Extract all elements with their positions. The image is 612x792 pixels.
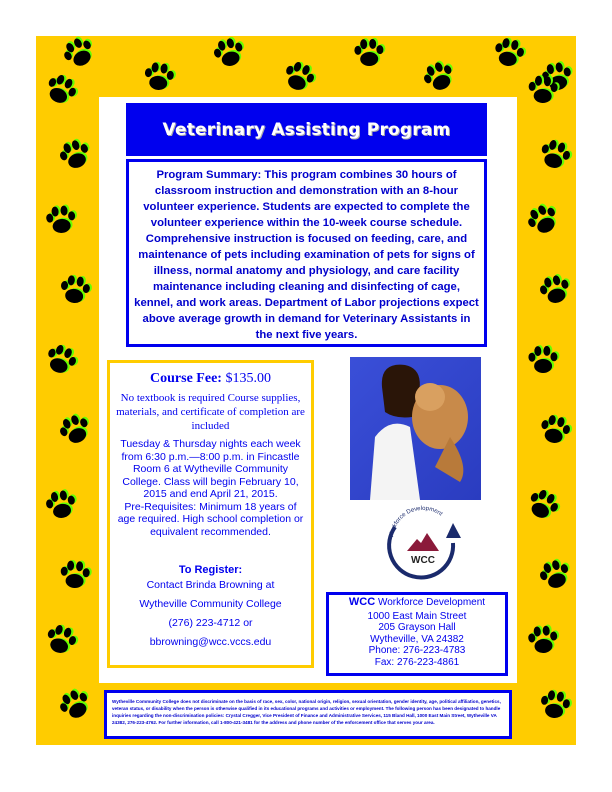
paw-print-icon	[44, 75, 78, 105]
fax: Fax: 276-223-4861	[374, 656, 460, 668]
paw-print-icon	[538, 415, 572, 445]
fee-label: Course Fee:	[150, 371, 222, 386]
course-fee	[116, 371, 305, 387]
paw-print-icon	[422, 62, 456, 92]
paw-print-icon	[492, 38, 526, 68]
paw-print-icon	[212, 38, 246, 68]
logo-arc-text: Workforce Development	[388, 505, 444, 539]
register-phone[interactable]: (276) 223-4712 or	[168, 617, 253, 629]
paw-print-icon	[44, 625, 78, 655]
paw-print-icon	[282, 62, 316, 92]
paw-print-icon	[526, 205, 560, 235]
program-summary: Program Summary: This program combines 30 hours of classroom instruction and demonstration with an 8-hour volunteer experience. Students are expected to complete the volunteer experience within the 10-week course schedule. Comprehensive instruction is focused on feeding, care, and maintenance of pets including examination of pets for signs of illness, normal anatomy and physiology, and care facility maintenance including cleaning and disinfecting of cage, kennel, and work areas. Department of Labor projections expect above average growth in demand for Veterinary Assistants in the next five years.	[126, 159, 487, 347]
org-name-bold: WCC	[348, 596, 376, 608]
address-line: 205 Grayson Hall	[378, 622, 456, 633]
paw-print-icon	[44, 345, 78, 375]
paw-print-icon	[62, 38, 96, 68]
paw-print-icon	[526, 625, 560, 655]
paw-print-icon	[526, 490, 560, 520]
paw-print-icon	[58, 560, 92, 590]
schedule-text: Tuesday & Thursday nights each week from 6:30 p.m.—8:00 p.m. in Fincastle Room 6 at Wytheville Community College. Class will begin February 10, 2015 and end April 21, 2015.	[120, 438, 301, 500]
svg-text:Workforce Development	[389, 506, 444, 539]
paw-print-icon	[538, 275, 572, 305]
address-box	[326, 592, 508, 676]
paw-print-icon	[44, 490, 78, 520]
fee-value: $135.00	[225, 371, 271, 386]
paw-print-icon	[526, 345, 560, 375]
paw-print-icon	[58, 275, 92, 305]
paw-print-icon	[58, 690, 92, 720]
register-email-link[interactable]: bbrowning@wcc.vccs.edu	[149, 636, 272, 648]
address-line: 1000 East Main Street	[367, 610, 467, 622]
register-contact: Contact Brinda Browning at	[146, 579, 275, 591]
paw-print-icon	[352, 38, 386, 68]
nondiscrimination-disclaimer: Wytheville Community College does not discriminate on the basis of race, sex, color, national origin, religion, sexual orientation, gender identity, age, political affiliation, genetics, veteran status, or disability when the person is otherwise qualified in its educational programs and activities or employment. The following person has been designated to handle inquiries regarding the non-discrimination policies: Crystal Cregger, Vice President of Finance and Administrative Services, 115 Bland Hall, 1000 East Main Street, Wytheville VA 24382, 276-223-4762. For further information, call 1-800-421-3481 for the address and phone number of the enforcement office that serves your area.	[104, 690, 512, 739]
prerequisites-text: Pre-Requisites: Minimum 18 years of age required. High school completion or equivalent recommended.	[117, 500, 304, 538]
phone: Phone: 276-223-4783	[368, 645, 466, 656]
paw-print-icon	[526, 75, 560, 105]
title-banner	[126, 103, 487, 156]
register-heading: To Register:	[178, 564, 243, 576]
textbook-note: No textbook is required Course supplies, materials, and certificate of completion are included	[116, 392, 305, 432]
wcc-workforce-logo	[383, 503, 463, 583]
paw-print-icon	[538, 690, 572, 720]
org-name: Workforce Development	[377, 597, 486, 608]
paw-print-icon	[44, 205, 78, 235]
logo-initials: WCC	[411, 555, 435, 566]
photo-woman-with-dog	[350, 357, 481, 500]
paw-print-icon	[58, 140, 92, 170]
register-college: Wytheville Community College	[139, 598, 282, 610]
address-line: Wytheville, VA 24382	[370, 633, 464, 645]
page-title: Veterinary Assisting Program	[162, 119, 451, 140]
paw-print-icon	[538, 140, 572, 170]
paw-print-icon	[58, 415, 92, 445]
course-info-box	[107, 360, 314, 668]
paw-print-icon	[142, 62, 176, 92]
paw-print-icon	[538, 560, 572, 590]
